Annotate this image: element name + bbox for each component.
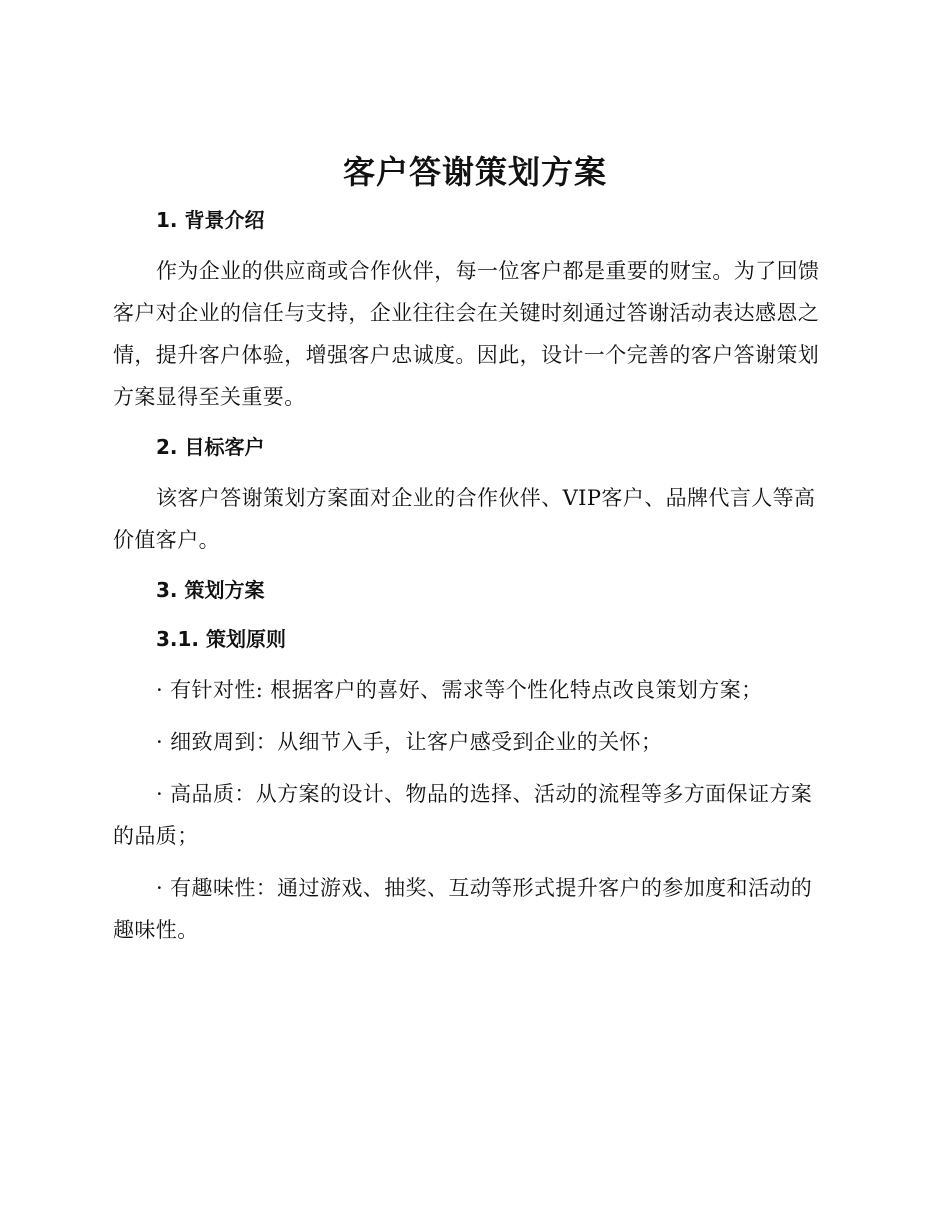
principle-item-thoughtful: · 细致周到：从细节入手，让客户感受到企业的关怀； bbox=[156, 730, 663, 754]
paragraph-background: 作为企业的供应商或合作伙伴，每一位客户都是重要的财宝。为了回馈客户对企业的信任与支持，企业往往会在关键时刻通过答谢活动表达感恩之情，提升客户体验，增强客户忠诚度。因此，设计一个完善的客户答谢策划方案显得至关重要。 bbox=[113, 259, 820, 409]
principle-item-quality: · 高品质：从方案的设计、物品的选择、活动的流程等多方面保证方案的品质； bbox=[113, 782, 813, 848]
section-heading-plan: 3. 策划方案 bbox=[156, 578, 265, 602]
section-heading-background: 1. 背景介绍 bbox=[156, 208, 265, 232]
document-body bbox=[113, 201, 833, 951]
section-heading-plan-principles: 3.1. 策划原则 bbox=[156, 627, 286, 651]
principle-item-targeted: · 有针对性: 根据客户的喜好、需求等个性化特点改良策划方案； bbox=[156, 678, 763, 702]
section-heading-target-customers: 2. 目标客户 bbox=[156, 435, 265, 459]
paragraph-target-customers: 该客户答谢策划方案面对企业的合作伙伴、VIP客户、品牌代言人等高价值客户。 bbox=[113, 486, 816, 552]
document-title: 客户答谢策划方案 bbox=[342, 153, 607, 191]
principle-item-fun: · 有趣味性：通过游戏、抽奖、互动等形式提升客户的参加度和活动的趣味性。 bbox=[113, 876, 813, 942]
